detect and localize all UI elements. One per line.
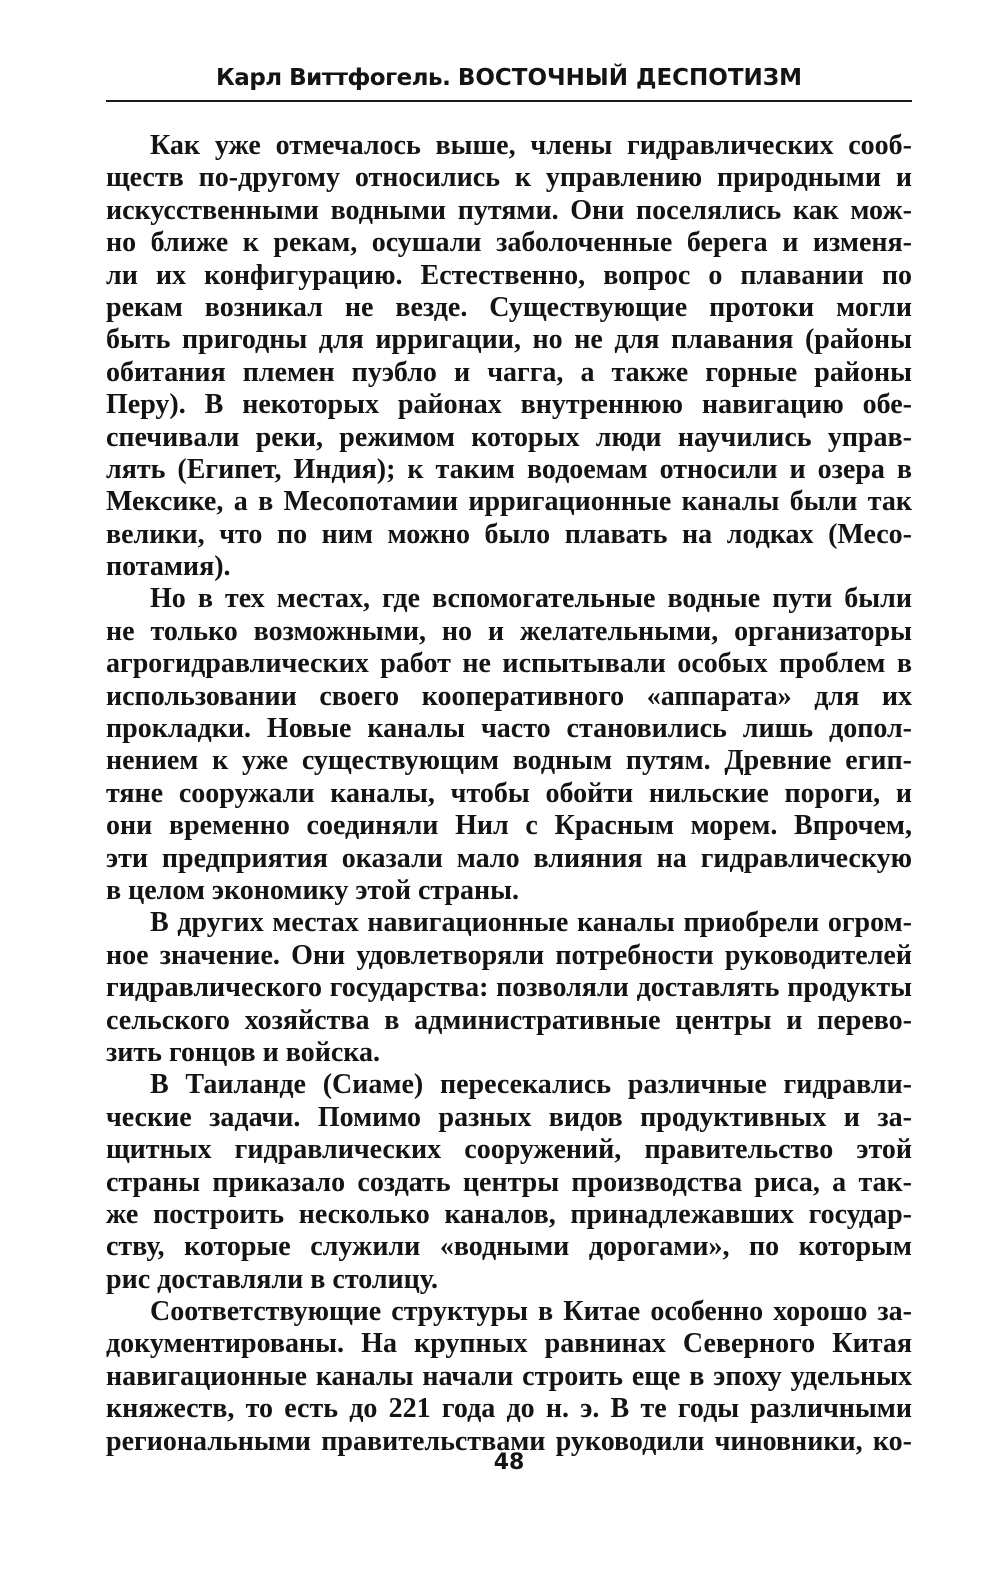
text-line: Но в тех местах, где вспомогательные водные пути были [150, 583, 912, 615]
page-number: 48 [493, 1450, 525, 1475]
paragraph [106, 583, 912, 907]
text-line: рекам возникал не везде. Существующие протоки могли [106, 291, 912, 323]
text-line: потамия). [106, 551, 231, 583]
running-head-book-title: ВОСТОЧНЫЙ ДЕСПОТИЗМ [457, 65, 802, 91]
text-line: не только возможными, но и желательными, организаторы [106, 615, 912, 647]
text-line: ное значение. Они удовлетворяли потребности руководителей [106, 939, 912, 971]
text-line: ществ по-другому относились к управлению природными и [106, 162, 912, 194]
text-line: княжеств, то есть до 221 года до н. э. В те годы различными [106, 1393, 912, 1425]
text-line: лять (Египет, Индия); к таким водоемам относили и озера в [106, 453, 912, 485]
text-line: нением к уже существующим водным путям. Древние егип- [106, 745, 912, 777]
text-line: Мексике, а в Месопотамии ирригационные каналы были так [106, 486, 912, 518]
text-line: В других местах навигационные каналы приобрели огром- [150, 907, 912, 939]
text-line: использовании своего кооперативного «аппарата» для их [106, 680, 912, 712]
text-line: Как уже отмечалось выше, члены гидравлических сооб- [150, 130, 912, 161]
text-line: прокладки. Новые каналы часто становились лишь допол- [106, 713, 912, 745]
text-line: но ближе к рекам, осушали заболоченные берега и изменя- [106, 227, 912, 259]
text-line: гидравлического государства: позволяли доставлять продукты [106, 972, 912, 1004]
text-line: ческие задачи. Помимо разных видов продуктивных и за- [106, 1101, 912, 1133]
text-line: щитных гидравлических сооружений, правительство этой [106, 1134, 912, 1166]
text-line: страны приказало создать центры производства риса, а так- [106, 1166, 912, 1198]
text-line: тяне сооружали каналы, чтобы обойти нильские пороги, и [106, 777, 912, 809]
text-line: агрогидравлических работ не испытывали особых проблем в [106, 648, 912, 680]
text-line: в целом экономику этой страны. [106, 874, 520, 906]
text-line: ству, которые служили «водными дорогами», по которым [106, 1231, 912, 1263]
text-line: сельского хозяйства в административные центры и перево- [106, 1004, 912, 1036]
body-text [106, 130, 912, 1458]
text-line: документированы. На крупных равнинах Северного Китая [106, 1328, 912, 1360]
text-line: же построить несколько каналов, принадлежавших государ- [106, 1198, 912, 1230]
text-line: спечивали реки, режимом которых люди научились управ- [106, 421, 912, 453]
text-line: Соответствующие структуры в Китае особенно хорошо за- [150, 1296, 912, 1328]
header-rule [106, 100, 912, 102]
text-line: навигационные каналы начали строить еще в эпоху удельных [106, 1360, 912, 1392]
paragraph [106, 1069, 912, 1296]
paragraph [106, 1296, 912, 1458]
paragraph [106, 130, 912, 583]
text-line: искусственными водными путями. Они поселялись как мож- [106, 194, 912, 226]
text-line: обитания племен пуэбло и чагга, а также горные районы [106, 356, 912, 388]
text-line: рис доставляли в столицу. [106, 1263, 439, 1295]
text-line: Перу). В некоторых районах внутреннюю навигацию обе- [106, 389, 912, 421]
text-line: В Таиланде (Сиаме) пересекались различные гидравли- [150, 1069, 912, 1101]
running-head [106, 58, 912, 98]
text-line: региональными правительствами руководили чиновники, ко- [106, 1425, 912, 1457]
text-line: они временно соединяли Нил с Красным морем. Впрочем, [106, 810, 912, 842]
text-line: зить гонцов и войска. [106, 1036, 380, 1068]
text-line: велики, что по ним можно было плавать на лодках (Месо- [106, 518, 912, 550]
text-line: эти предприятия оказали мало влияния на гидравлическую [106, 842, 912, 874]
paragraph [106, 907, 912, 1069]
running-head-author: Карл Виттфогель. [216, 65, 451, 91]
text-line: ли их конфигурацию. Естественно, вопрос о плавании по [106, 259, 912, 291]
text-line: быть пригодны для ирригации, но не для плавания (районы [106, 324, 912, 356]
